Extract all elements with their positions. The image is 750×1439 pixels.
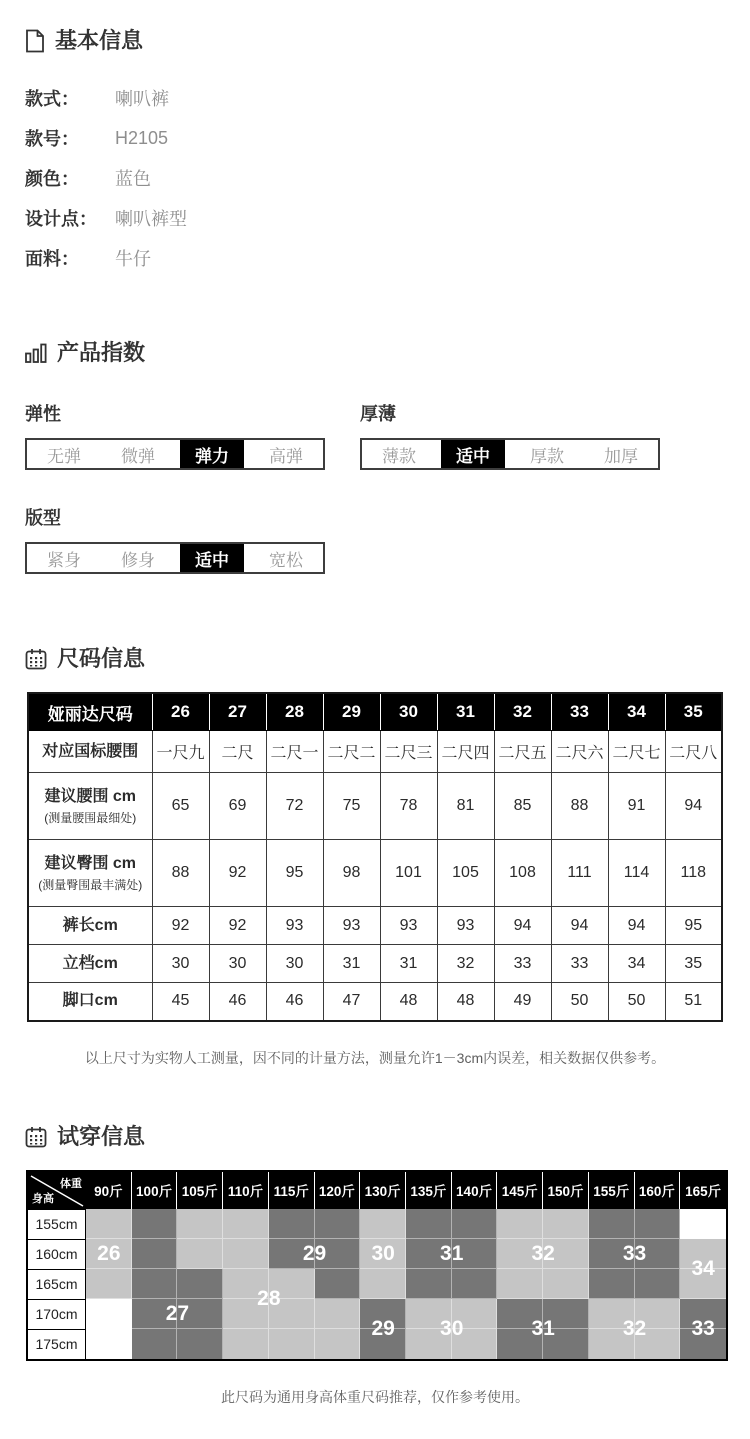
fit-cell	[406, 1299, 452, 1329]
fit-cell	[680, 1209, 726, 1239]
size-value-cell: 93	[266, 907, 323, 945]
fit-cell	[452, 1269, 498, 1299]
index-option-selected: 适中	[441, 440, 505, 468]
fit-cell	[177, 1299, 223, 1329]
size-value-cell: 105	[437, 840, 494, 907]
size-value-cell: 50	[551, 983, 608, 1021]
size-value-cell: 51	[665, 983, 722, 1021]
fit-size-number: 31	[531, 1316, 555, 1340]
size-value-cell: 81	[437, 773, 494, 840]
fit-size-number: 28	[257, 1286, 281, 1310]
index-option	[510, 440, 584, 468]
fit-cell	[680, 1269, 726, 1299]
index-option-label: 厚款	[530, 446, 564, 466]
size-value-cell: 48	[380, 983, 437, 1021]
size-table-body	[28, 731, 722, 1021]
fit-weight-header: 100斤	[132, 1172, 178, 1209]
fit-size-number: 30	[371, 1241, 395, 1265]
size-value-cell: 二尺六	[551, 731, 608, 773]
index-option-label: 高弹	[269, 446, 303, 466]
section-title-basic-info	[25, 28, 750, 54]
fit-cell	[497, 1209, 543, 1239]
size-value-cell: 31	[323, 945, 380, 983]
size-value-cell: 一尺九	[152, 731, 209, 773]
size-value-cell: 50	[608, 983, 665, 1021]
fit-cell	[360, 1329, 406, 1359]
index-group-name: 弹性	[25, 404, 61, 424]
field-label: 款号：	[25, 129, 79, 149]
size-row-label-cell	[28, 945, 152, 983]
index-group-fit-type	[25, 504, 360, 574]
fit-cell	[680, 1239, 726, 1269]
size-row-sublabel: (测量腰围最细处)	[44, 810, 137, 825]
size-value-cell: 92	[209, 907, 266, 945]
size-value-cell: 30	[266, 945, 323, 983]
fit-grid-note: 此尺码为通用身高体重尺码推荐，仅作参考使用。	[221, 1388, 529, 1405]
fit-size-number: 33	[691, 1316, 715, 1340]
fit-weight-header: 110斤	[223, 1172, 269, 1209]
fit-cell	[315, 1269, 361, 1299]
size-row-label: 立档cm	[62, 954, 118, 972]
index-option-label: 加厚	[604, 446, 638, 466]
size-row-label-cell	[28, 840, 152, 907]
fit-cell	[315, 1329, 361, 1359]
size-value-cell: 93	[437, 907, 494, 945]
size-value-cell: 48	[437, 983, 494, 1021]
section-title-size-info	[25, 646, 750, 672]
bar-chart-icon	[25, 342, 47, 364]
size-row-label-cell	[28, 773, 152, 840]
fit-cell	[635, 1239, 681, 1269]
size-value-cell: 33	[494, 945, 551, 983]
size-value-cell: 98	[323, 840, 380, 907]
size-value-cell: 二尺一	[266, 731, 323, 773]
fit-cell	[132, 1239, 178, 1269]
size-table-header-cell: 32	[494, 693, 551, 731]
fit-cell	[223, 1269, 269, 1299]
fit-cell	[635, 1299, 681, 1329]
fit-cell	[223, 1209, 269, 1239]
size-value-cell: 94	[551, 907, 608, 945]
fit-cell	[589, 1269, 635, 1299]
size-row-label: 建议腰围 cm	[44, 787, 137, 805]
fit-size-number: 31	[440, 1241, 464, 1265]
size-value-cell: 30	[209, 945, 266, 983]
size-table-row	[28, 731, 722, 773]
fit-cell	[589, 1239, 635, 1269]
fit-weight-header: 105斤	[177, 1172, 223, 1209]
fit-cell	[406, 1269, 452, 1299]
fit-height-label: 170cm	[28, 1299, 86, 1329]
fit-weight-header: 90斤	[86, 1172, 132, 1209]
size-value-cell: 69	[209, 773, 266, 840]
size-value-cell: 75	[323, 773, 380, 840]
fit-cell	[315, 1299, 361, 1329]
size-value-cell: 93	[323, 907, 380, 945]
fit-height-label: 160cm	[28, 1239, 86, 1269]
index-option-label: 无弹	[47, 446, 81, 466]
fit-cell	[452, 1239, 498, 1269]
fit-cell	[635, 1329, 681, 1359]
size-value-cell: 二尺四	[437, 731, 494, 773]
size-value-cell: 二尺	[209, 731, 266, 773]
fit-cell	[315, 1239, 361, 1269]
fit-cell	[177, 1209, 223, 1239]
fit-corner-weight-label: 体重	[60, 1177, 82, 1190]
fit-weight-header: 155斤	[589, 1172, 635, 1209]
size-value-cell: 94	[608, 907, 665, 945]
index-option-bar	[360, 438, 660, 470]
fit-size-number: 33	[622, 1241, 647, 1265]
size-value-cell: 88	[152, 840, 209, 907]
fit-cell	[406, 1329, 452, 1359]
field-label: 款式：	[25, 89, 79, 109]
size-value-cell: 93	[380, 907, 437, 945]
index-group-thickness	[360, 400, 660, 470]
fit-cell	[635, 1209, 681, 1239]
index-group-elasticity	[25, 400, 360, 470]
index-option-selected: 适中	[180, 544, 244, 572]
fit-weight-header: 120斤	[315, 1172, 361, 1209]
size-value-cell: 45	[152, 983, 209, 1021]
basic-field	[25, 118, 750, 158]
size-row-label: 建议臀围 cm	[44, 854, 137, 872]
size-value-cell: 72	[266, 773, 323, 840]
fit-cell	[680, 1329, 726, 1359]
size-table	[27, 692, 723, 1022]
index-option	[175, 440, 249, 468]
fit-cell	[223, 1329, 269, 1359]
size-row-label: 裤长cm	[62, 916, 118, 934]
fit-cell	[223, 1239, 269, 1269]
fit-cell	[132, 1269, 178, 1299]
fit-corner-cell	[28, 1172, 86, 1209]
section-title-text: 尺码信息	[57, 646, 146, 671]
size-value-cell: 二尺五	[494, 731, 551, 773]
index-option	[249, 440, 323, 468]
size-table-header-cell: 30	[380, 693, 437, 731]
fit-size-number: 32	[531, 1241, 555, 1265]
size-value-cell: 49	[494, 983, 551, 1021]
field-value: H2105	[115, 127, 169, 148]
size-value-cell: 92	[152, 907, 209, 945]
size-value-cell: 95	[665, 907, 722, 945]
fit-weight-header: 150斤	[543, 1172, 589, 1209]
index-option	[27, 544, 101, 572]
index-option-bar	[25, 438, 325, 470]
fit-size-number: 32	[622, 1316, 647, 1340]
fit-cell	[86, 1269, 132, 1299]
size-table-header-cell: 29	[323, 693, 380, 731]
size-value-cell: 114	[608, 840, 665, 907]
index-option-bar	[25, 542, 325, 574]
size-value-cell: 二尺七	[608, 731, 665, 773]
size-row-label-cell	[28, 731, 152, 773]
index-option	[101, 440, 175, 468]
fit-cell	[315, 1209, 361, 1239]
fit-height-label: 165cm	[28, 1269, 86, 1299]
fit-cell	[452, 1299, 498, 1329]
size-value-cell: 118	[665, 840, 722, 907]
size-row-label-cell	[28, 983, 152, 1021]
section-title-text: 基本信息	[55, 28, 144, 53]
size-value-cell: 94	[494, 907, 551, 945]
size-value-cell: 30	[152, 945, 209, 983]
field-value: 牛仔	[115, 249, 151, 269]
fit-cell	[360, 1209, 406, 1239]
index-group-name: 厚薄	[360, 404, 396, 424]
size-table-header-cell: 娅丽达尺码	[28, 693, 152, 731]
basic-fields	[25, 78, 750, 278]
size-table-header-cell: 27	[209, 693, 266, 731]
basic-field	[25, 78, 750, 118]
size-value-cell: 34	[608, 945, 665, 983]
field-value: 喇叭裤	[115, 89, 169, 109]
fit-size-number: 34	[691, 1256, 715, 1280]
fit-size-number: 29	[371, 1316, 395, 1340]
fit-size-number: 29	[302, 1241, 327, 1265]
size-row-label-cell	[28, 907, 152, 945]
fit-cell	[360, 1269, 406, 1299]
fit-cell	[543, 1299, 589, 1329]
index-column-left	[25, 400, 360, 574]
fit-cell	[497, 1329, 543, 1359]
fit-cell	[177, 1329, 223, 1359]
index-option	[436, 440, 510, 468]
fit-size-number: 30	[440, 1316, 464, 1340]
index-option	[362, 440, 436, 468]
fit-cell	[497, 1269, 543, 1299]
field-value: 蓝色	[115, 169, 151, 189]
size-table-row	[28, 840, 722, 907]
fit-weight-header: 135斤	[406, 1172, 452, 1209]
size-table-header-cell: 31	[437, 693, 494, 731]
index-column-right	[360, 400, 660, 574]
fit-cell	[680, 1299, 726, 1329]
section-title-fit-info	[25, 1124, 750, 1150]
fit-cell	[543, 1269, 589, 1299]
section-title-text: 产品指数	[57, 340, 146, 365]
size-value-cell: 二尺二	[323, 731, 380, 773]
fit-cell	[406, 1209, 452, 1239]
size-row-sublabel: (测量臀围最丰满处)	[38, 877, 143, 892]
size-value-cell: 二尺三	[380, 731, 437, 773]
fit-cell	[223, 1299, 269, 1329]
index-option-label: 薄款	[382, 446, 416, 466]
index-option	[175, 544, 249, 572]
size-table-row	[28, 773, 722, 840]
fit-cell	[360, 1239, 406, 1269]
fit-cell	[269, 1329, 315, 1359]
size-value-cell: 88	[551, 773, 608, 840]
size-chart-icon	[25, 648, 47, 670]
fit-height-label: 175cm	[28, 1329, 86, 1359]
fit-cell	[132, 1329, 178, 1359]
fit-cell	[86, 1239, 132, 1269]
size-table-note: 以上尺寸为实物人工测量，因不同的计量方法，测量允许1－3cm内误差，相关数据仅供参考。	[84, 1049, 666, 1066]
fit-size-number: 26	[97, 1241, 121, 1265]
size-value-cell: 33	[551, 945, 608, 983]
fit-cell	[269, 1269, 315, 1299]
index-option	[27, 440, 101, 468]
size-table-header-cell: 34	[608, 693, 665, 731]
fit-height-label: 155cm	[28, 1209, 86, 1239]
fit-cell	[132, 1209, 178, 1239]
size-value-cell: 47	[323, 983, 380, 1021]
size-value-cell: 二尺八	[665, 731, 722, 773]
basic-field	[25, 238, 750, 278]
index-option-selected: 弹力	[180, 440, 244, 468]
fit-cell	[132, 1299, 178, 1329]
fit-cell	[360, 1299, 406, 1329]
size-table-row	[28, 983, 722, 1021]
section-title-text: 试穿信息	[57, 1123, 146, 1149]
size-value-cell: 108	[494, 840, 551, 907]
index-option-label: 修身	[121, 550, 155, 570]
fit-cell	[497, 1239, 543, 1269]
size-value-cell: 85	[494, 773, 551, 840]
index-option-label: 微弹	[121, 446, 155, 466]
size-value-cell: 78	[380, 773, 437, 840]
fit-weight-header: 130斤	[360, 1172, 406, 1209]
product-index-groups	[25, 400, 750, 574]
fit-cell	[269, 1209, 315, 1239]
document-icon	[25, 29, 45, 53]
size-value-cell: 94	[665, 773, 722, 840]
fit-corner-height-label: 身高	[32, 1192, 54, 1205]
size-value-cell: 91	[608, 773, 665, 840]
fit-cell	[543, 1209, 589, 1239]
fit-cell	[406, 1239, 452, 1269]
fit-weight-header: 140斤	[452, 1172, 498, 1209]
fit-cell	[543, 1239, 589, 1269]
index-option	[249, 544, 323, 572]
index-option	[584, 440, 658, 468]
size-table-header-cell: 33	[551, 693, 608, 731]
fit-cell	[589, 1209, 635, 1239]
fit-cell	[635, 1269, 681, 1299]
fit-cell	[86, 1329, 132, 1359]
size-table-row	[28, 945, 722, 983]
fit-cell	[497, 1299, 543, 1329]
fit-cell	[589, 1299, 635, 1329]
size-table-header-cell: 35	[665, 693, 722, 731]
size-value-cell: 31	[380, 945, 437, 983]
fit-cell	[452, 1209, 498, 1239]
fit-grid	[26, 1170, 728, 1361]
size-value-cell: 111	[551, 840, 608, 907]
size-value-cell: 32	[437, 945, 494, 983]
fit-cell	[269, 1299, 315, 1329]
size-table-header-cell: 28	[266, 693, 323, 731]
size-table-row	[28, 907, 722, 945]
field-label: 设计点：	[25, 209, 97, 229]
fit-weight-header: 115斤	[269, 1172, 315, 1209]
fit-weight-header: 160斤	[635, 1172, 681, 1209]
basic-field	[25, 198, 750, 238]
size-value-cell: 46	[266, 983, 323, 1021]
size-table-header-cell: 26	[152, 693, 209, 731]
fit-cell	[543, 1329, 589, 1359]
fit-cell	[452, 1329, 498, 1359]
field-label: 面料：	[25, 249, 79, 269]
index-option-label: 紧身	[47, 550, 81, 570]
size-value-cell: 92	[209, 840, 266, 907]
index-group-name: 版型	[25, 508, 61, 528]
fit-cell	[86, 1209, 132, 1239]
size-value-cell: 46	[209, 983, 266, 1021]
size-value-cell: 101	[380, 840, 437, 907]
fit-size-number: 27	[165, 1301, 190, 1325]
size-value-cell: 35	[665, 945, 722, 983]
size-value-cell: 65	[152, 773, 209, 840]
size-row-label: 脚口cm	[62, 992, 118, 1010]
fit-cell	[269, 1239, 315, 1269]
basic-field	[25, 158, 750, 198]
size-table-header	[28, 693, 722, 731]
fit-cell	[86, 1299, 132, 1329]
field-label: 颜色：	[25, 169, 79, 189]
size-value-cell: 95	[266, 840, 323, 907]
index-option	[101, 544, 175, 572]
fit-weight-header: 165斤	[680, 1172, 726, 1209]
index-option-label: 宽松	[269, 550, 303, 570]
field-value: 喇叭裤型	[115, 209, 187, 229]
section-title-product-index	[25, 340, 750, 366]
fit-cell	[177, 1269, 223, 1299]
fit-cell	[177, 1239, 223, 1269]
fit-weight-header: 145斤	[497, 1172, 543, 1209]
fit-chart-icon	[25, 1126, 47, 1148]
fit-cell	[589, 1329, 635, 1359]
size-row-label: 对应国标腰围	[42, 742, 139, 760]
